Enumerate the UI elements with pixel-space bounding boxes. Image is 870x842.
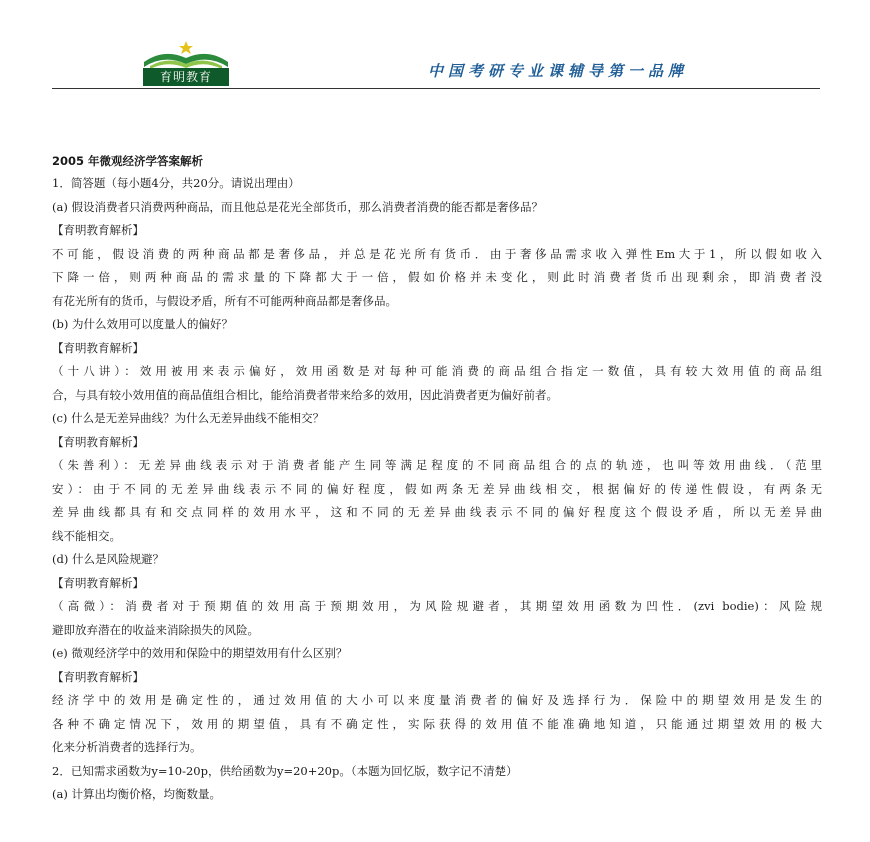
text-line: (a) 假设消费者只消费两种商品，而且他总是花光全部货币，那么消费者消费的能否都是奢侈品？ — [52, 199, 543, 214]
text-line: 【育明教育解析】 — [52, 340, 144, 355]
header-slogan: 中国考研专业课辅导第一品牌 — [428, 62, 689, 80]
text-line: 【育明教育解析】 — [52, 669, 144, 684]
logo-text: 育明教育 — [143, 68, 229, 86]
text-line: （朱善利）：无差异曲线表示对于消费者能产生同等满足程度的不同商品组合的点的轨迹，也叫等效用曲线．（范里 — [52, 458, 822, 472]
text-line: 2．已知需求函数为y=10-20p，供给函数为y=20+20p。（本题为回忆版，数字记不清楚） — [52, 763, 518, 778]
text-line: (e) 微观经济学中的效用和保险中的期望效用有什么区别？ — [52, 646, 348, 660]
book-star-icon — [140, 40, 232, 70]
text-line: 避即放弃潜在的收益来消除损失的风险。 — [52, 622, 259, 637]
text-line: （十八讲）：效用被用来表示偏好，效用函数是对每种可能消费的商品组合指定一数值，具有较大效用值的商品组 — [52, 364, 822, 378]
text-line: 不可能，假设消费的两种商品都是奢侈品，并总是花光所有货币．由于奢侈品需求收入弹性Em大于1，所以假如收入 — [52, 246, 822, 261]
text-line: 【育明教育解析】 — [52, 223, 144, 237]
text-line: 下降一倍，则两种商品的需求量的下降都大于一倍，假如价格并未变化，则此时消费者货币出现剩余，即消费者没 — [52, 270, 822, 284]
text-line: 1．简答题（每小题4分，共20分。请说出理由） — [52, 176, 300, 190]
text-line: 经济学中的效用是确定性的，通过效用值的大小可以来度量消费者的偏好及选择行为．保险中的期望效用是发生的 — [52, 693, 822, 707]
yuming-logo — [140, 40, 232, 88]
text-line: 【育明教育解析】 — [52, 434, 144, 449]
text-line: 【育明教育解析】 — [52, 575, 144, 590]
text-line: 安）：由于不同的无差异曲线表示不同的偏好程度，假如两条无差异曲线相交，根据偏好的传递性假设，有两条无 — [52, 481, 822, 496]
header-divider — [52, 88, 820, 89]
page-header — [52, 34, 820, 86]
document-body — [52, 150, 822, 807]
text-line: 线不能相交。 — [52, 528, 121, 543]
text-line: (a) 计算出均衡价格，均衡数量。 — [52, 787, 221, 801]
text-line: (c) 什么是无差异曲线？为什么无差异曲线不能相交？ — [52, 411, 325, 425]
text-line: 有花光所有的货币，与假设矛盾，所有不可能两种商品都是奢侈品。 — [52, 293, 397, 308]
text-line: 各种不确定情况下，效用的期望值，具有不确定性，实际获得的效用值不能准确地知道，只能通过期望效用的极大 — [52, 716, 822, 731]
text-line: 合，与具有较小效用值的商品值组合相比，能给消费者带来给多的效用，因此消费者更为偏好前者。 — [52, 387, 558, 402]
document-lines — [52, 172, 822, 807]
text-line: (d) 什么是风险规避？ — [52, 552, 164, 566]
document-title: 2005 年微观经济学答案解析 — [52, 154, 204, 168]
text-line: 差异曲线都具有和交点同样的效用水平，这和不同的无差异曲线表示不同的偏好程度这个假设矛盾，所以无差异曲 — [52, 505, 822, 519]
text-line: （高微）：消费者对于预期值的效用高于预期效用，为风险规避者，其期望效用函数为凹性．(zvi bodie)：风险规 — [52, 599, 822, 613]
text-line: (b) 为什么效用可以度量人的偏好？ — [52, 317, 233, 331]
text-line: 化来分析消费者的选择行为。 — [52, 740, 202, 754]
